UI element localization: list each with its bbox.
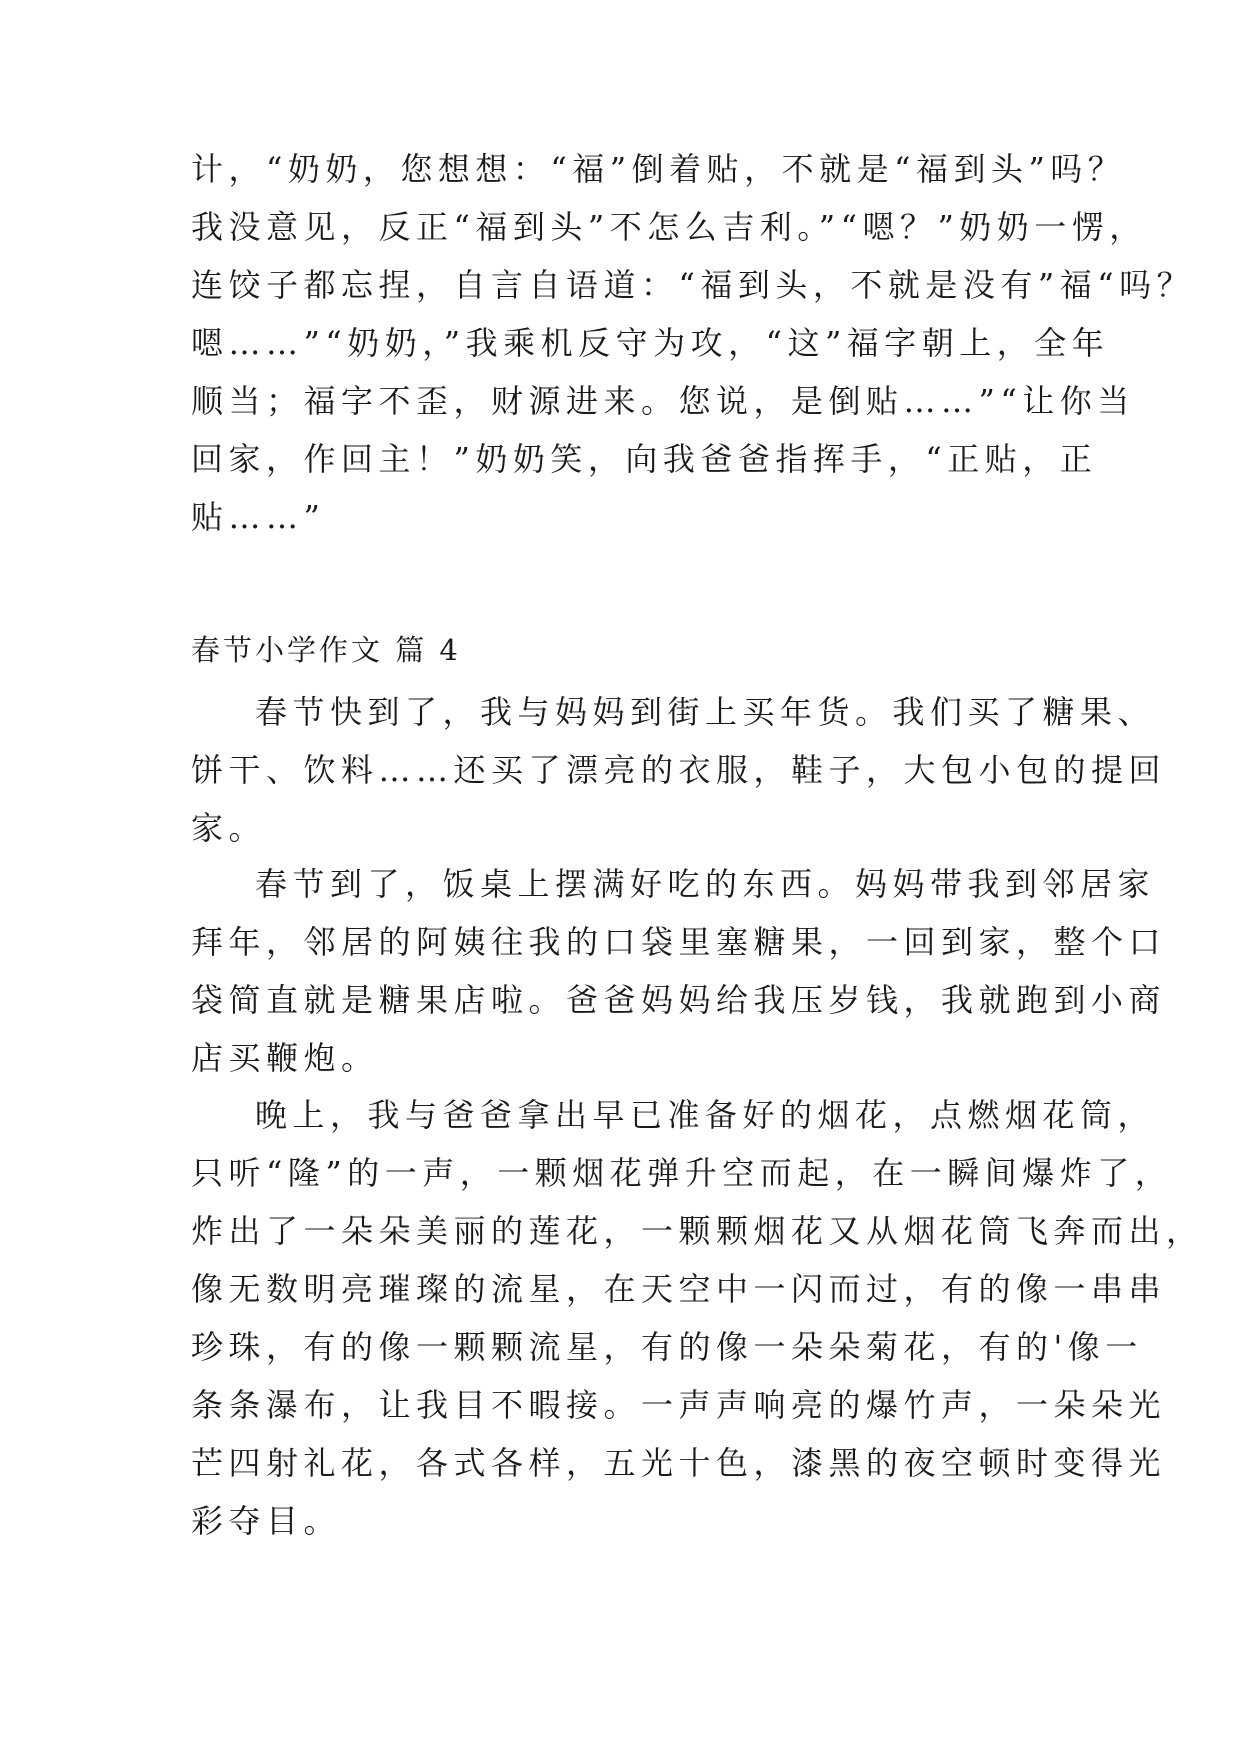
paragraph-3 bbox=[191, 1086, 1204, 1550]
paragraph-line: 拜年，邻居的阿姨往我的口袋里塞糖果，一回到家，整个口 bbox=[191, 923, 1167, 961]
paragraph-line: 袋简直就是糖果店啦。爸爸妈妈给我压岁钱，我就跑到小商 bbox=[191, 981, 1167, 1019]
paragraph-line: 家。 bbox=[191, 809, 267, 847]
paragraph-line: 连饺子都忘捏，自言自语道：“福到头，不就是没有”福“吗？ bbox=[191, 266, 1195, 304]
paragraph-line: 芒四射礼花，各式各样，五光十色，漆黑的夜空顿时变得光 bbox=[191, 1444, 1167, 1482]
paragraph-line: 晚上，我与爸爸拿出早已准备好的烟花，点燃烟花筒， bbox=[255, 1096, 1156, 1134]
paragraph-line: 春节快到了，我与妈妈到街上买年货。我们买了糖果、 bbox=[255, 693, 1156, 731]
paragraph-line: 只听“隆”的一声，一颗烟花弹升空而起，在一瞬间爆炸了， bbox=[191, 1154, 1173, 1192]
paragraph-line: 我没意见，反正“福到头”不怎么吉利。”“嗯？”奶奶一愣， bbox=[191, 208, 1147, 246]
paragraph-line: 计，“奶奶，您想想：“福”倒着贴，不就是“福到头”吗？ bbox=[191, 150, 1126, 188]
paragraph-line: 珍珠，有的像一颗颗流星，有的像一朵朵菊花，有的'像一 bbox=[191, 1328, 1143, 1366]
paragraph-line: 回家，作回主！”奶奶笑，向我爸爸指挥手，“正贴，正 bbox=[191, 440, 1098, 478]
paragraph-line: 顺当；福字不歪，财源进来。您说，是倒贴……”“让你当 bbox=[191, 382, 1135, 420]
paragraph-line: 春节到了，饭桌上摆满好吃的东西。妈妈带我到邻居家 bbox=[255, 865, 1156, 903]
paragraph-line: 像无数明亮璀璨的流星，在天空中一闪而过，有的像一串串 bbox=[191, 1270, 1167, 1308]
paragraph-1 bbox=[191, 683, 1167, 857]
paragraph-line: 店买鞭炮。 bbox=[191, 1039, 379, 1077]
paragraph-line: 饼干、饮料……还买了漂亮的衣服，鞋子，大包小包的提回 bbox=[191, 751, 1167, 789]
paragraph-line: 彩夺目。 bbox=[191, 1502, 342, 1540]
paragraph-2 bbox=[191, 855, 1167, 1087]
section-heading: 春节小学作文 篇 4 bbox=[191, 633, 461, 667]
paragraph-line: 条条瀑布，让我目不暇接。一声声响亮的爆竹声，一朵朵光 bbox=[191, 1386, 1167, 1424]
paragraph-line: 嗯……”“奶奶，”我乘机反守为攻，“这”福字朝上，全年 bbox=[191, 324, 1110, 362]
paragraph-line: 贴……” bbox=[191, 498, 326, 536]
section-heading-block bbox=[191, 625, 1071, 675]
paragraph-line: 炸出了一朵朵美丽的莲花，一颗颗烟花又从烟花筒飞奔而出， bbox=[191, 1212, 1204, 1250]
continued-paragraph bbox=[191, 140, 1195, 546]
